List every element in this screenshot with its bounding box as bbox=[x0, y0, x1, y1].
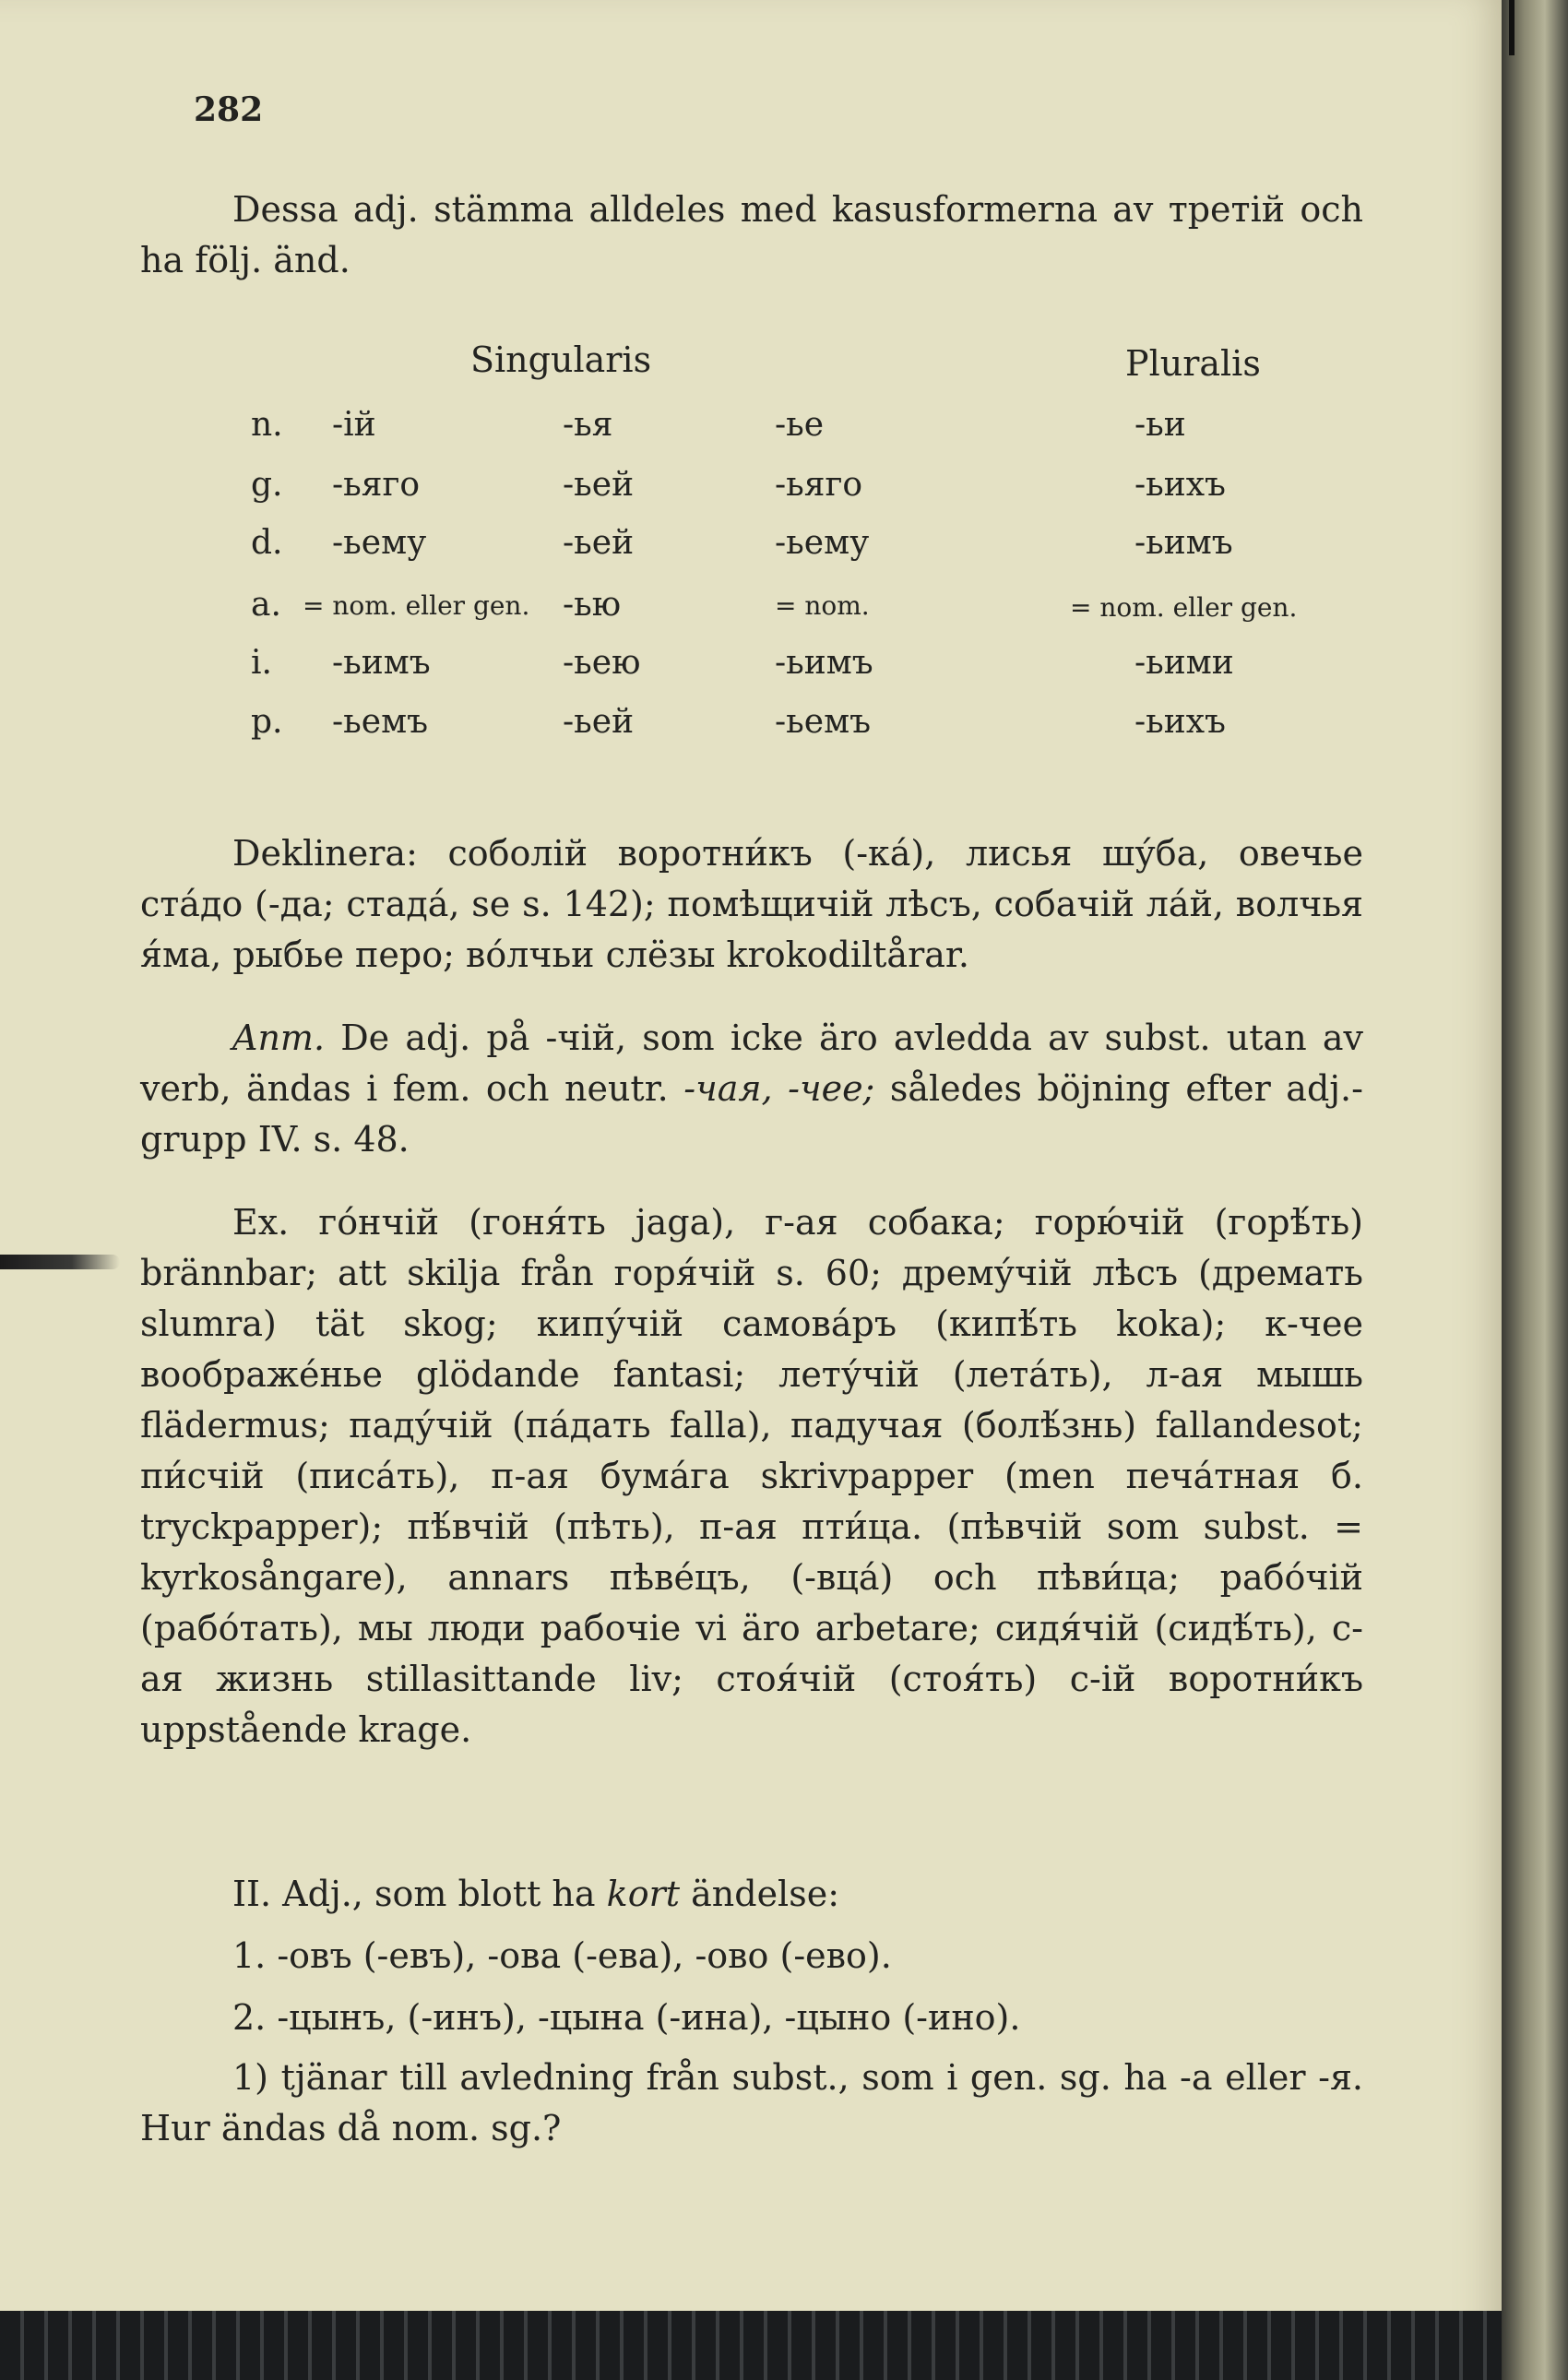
plural-ending: -ьи bbox=[1134, 406, 1186, 444]
masc-ending: -ьему bbox=[332, 524, 427, 562]
neut-ending: = nom. bbox=[775, 590, 870, 621]
anm-label: Anm. bbox=[232, 1017, 326, 1058]
header-singularis: Singularis bbox=[470, 339, 652, 380]
scanner-bed-edge bbox=[0, 2311, 1502, 2380]
plural-ending: = nom. eller gen. bbox=[1070, 592, 1298, 623]
section-ii-italic: kort bbox=[606, 1874, 681, 1914]
neut-ending: -ьяго bbox=[775, 466, 863, 504]
page-number: 282 bbox=[194, 90, 264, 129]
plural-ending: -ьихъ bbox=[1134, 703, 1226, 741]
edge-shadow-line bbox=[1509, 0, 1515, 55]
intro-paragraph: Dessa adj. stämma alldeles med kasusformerna av третій och ha följ. änd. bbox=[140, 189, 1363, 280]
plural-ending: -ьимъ bbox=[1134, 524, 1233, 562]
anm-paragraph bbox=[140, 1013, 1363, 1165]
page-marker-strip bbox=[0, 1255, 120, 1269]
case-label: i. bbox=[251, 644, 272, 682]
case-label: a. bbox=[251, 586, 281, 624]
case-label: g. bbox=[251, 466, 283, 504]
fem-ending: -ью bbox=[563, 586, 622, 624]
case-label: d. bbox=[251, 524, 283, 562]
masc-ending: -ьимъ bbox=[332, 644, 431, 682]
section-ii-pre: II. Adj., som blott ha bbox=[232, 1874, 596, 1914]
neut-ending: -ьему bbox=[775, 524, 870, 562]
section-ii-post: ändelse: bbox=[691, 1874, 839, 1914]
header-pluralis: Pluralis bbox=[1125, 343, 1261, 384]
list-item-2: 2. -цынъ, (-инъ), -цына (-ина), -цыно (-ино). bbox=[232, 1997, 1021, 2038]
fem-ending: -ьей bbox=[563, 524, 635, 562]
masc-ending: -ьемъ bbox=[332, 703, 428, 741]
plural-ending: -ьими bbox=[1134, 644, 1234, 682]
neut-ending: -ье bbox=[775, 406, 825, 444]
masc-ending: -ій bbox=[332, 406, 376, 444]
case-label: p. bbox=[251, 703, 283, 741]
anm-italic-endings: -чая, -чее; bbox=[683, 1068, 875, 1109]
final-paragraph: 1) tjänar till avledning från subst., som i gen. sg. ha -а eller -я. Hur ändas då nom. sg.? bbox=[140, 2057, 1363, 2148]
fem-ending: -ьею bbox=[563, 644, 641, 682]
anm-text-2: således böjning efter adj.-grupp IV. s. 48. bbox=[140, 1068, 1363, 1160]
list-item-1: 1. -овъ (-евъ), -ова (-ева), -ово (-ево). bbox=[232, 1935, 892, 1976]
deklinera-paragraph: Deklinera: соболій воротни́къ (-ка́), лисья шу́ба, овечье ста́до (-да; стада́, se s. 142); помѣщичій лѣсъ, собачій ла́й, волчья я́ма, рыбье перо; во́лчьи слёзы krokodiltårar. bbox=[140, 833, 1363, 975]
masc-ending: -ьяго bbox=[332, 466, 421, 504]
fem-ending: -ья bbox=[563, 406, 613, 444]
fem-ending: -ьей bbox=[563, 466, 635, 504]
plural-ending: -ьихъ bbox=[1134, 466, 1226, 504]
examples-paragraph: Ex. го́нчій (гоня́ть jaga), г-ая собака; горю́чій (горѣ́ть) brännbar; att skilja från горя́чій s. 60; дрему́чій лѣсъ (дремать slumra) tät skog; кипу́чій самова́ръ (кипѣ́ть koka); к-чее воображе́нье glödande fantasi; лету́чій (лета́ть), л-ая мышь flädermus; паду́чій (па́дать falla), падучая (болѣ́знь) fallandesot; пи́счій (писа́ть), п-ая бума́га skrivpapper (men печа́тная б. tryckpapper); пѣ́вчій (пѣть), п-ая пти́ца. (пѣвчій som subst. = kyrkosångare), annars пѣве́цъ, (-вца́) och пѣви́ца; рабо́чій (рабо́тать), мы люди рабочіе vi äro arbetare; сидя́чій (сидѣ́ть), с-ая жизнь stillasittande liv; стоя́чій (стоя́ть) с-ій воротни́къ uppstående krage. bbox=[140, 1202, 1363, 1750]
neut-ending: -ьимъ bbox=[775, 644, 873, 682]
section-ii-heading bbox=[140, 1869, 1363, 1920]
masc-ending: = nom. eller gen. bbox=[303, 590, 530, 621]
anm-text-1: De adj. på -чій, som icke äro avledda av subst. utan av verb, ändas i fem. och neutr. bbox=[140, 1017, 1363, 1109]
case-label: n. bbox=[251, 406, 283, 444]
book-spine-edge bbox=[1502, 0, 1568, 2380]
neut-ending: -ьемъ bbox=[775, 703, 871, 741]
fem-ending: -ьей bbox=[563, 703, 635, 741]
